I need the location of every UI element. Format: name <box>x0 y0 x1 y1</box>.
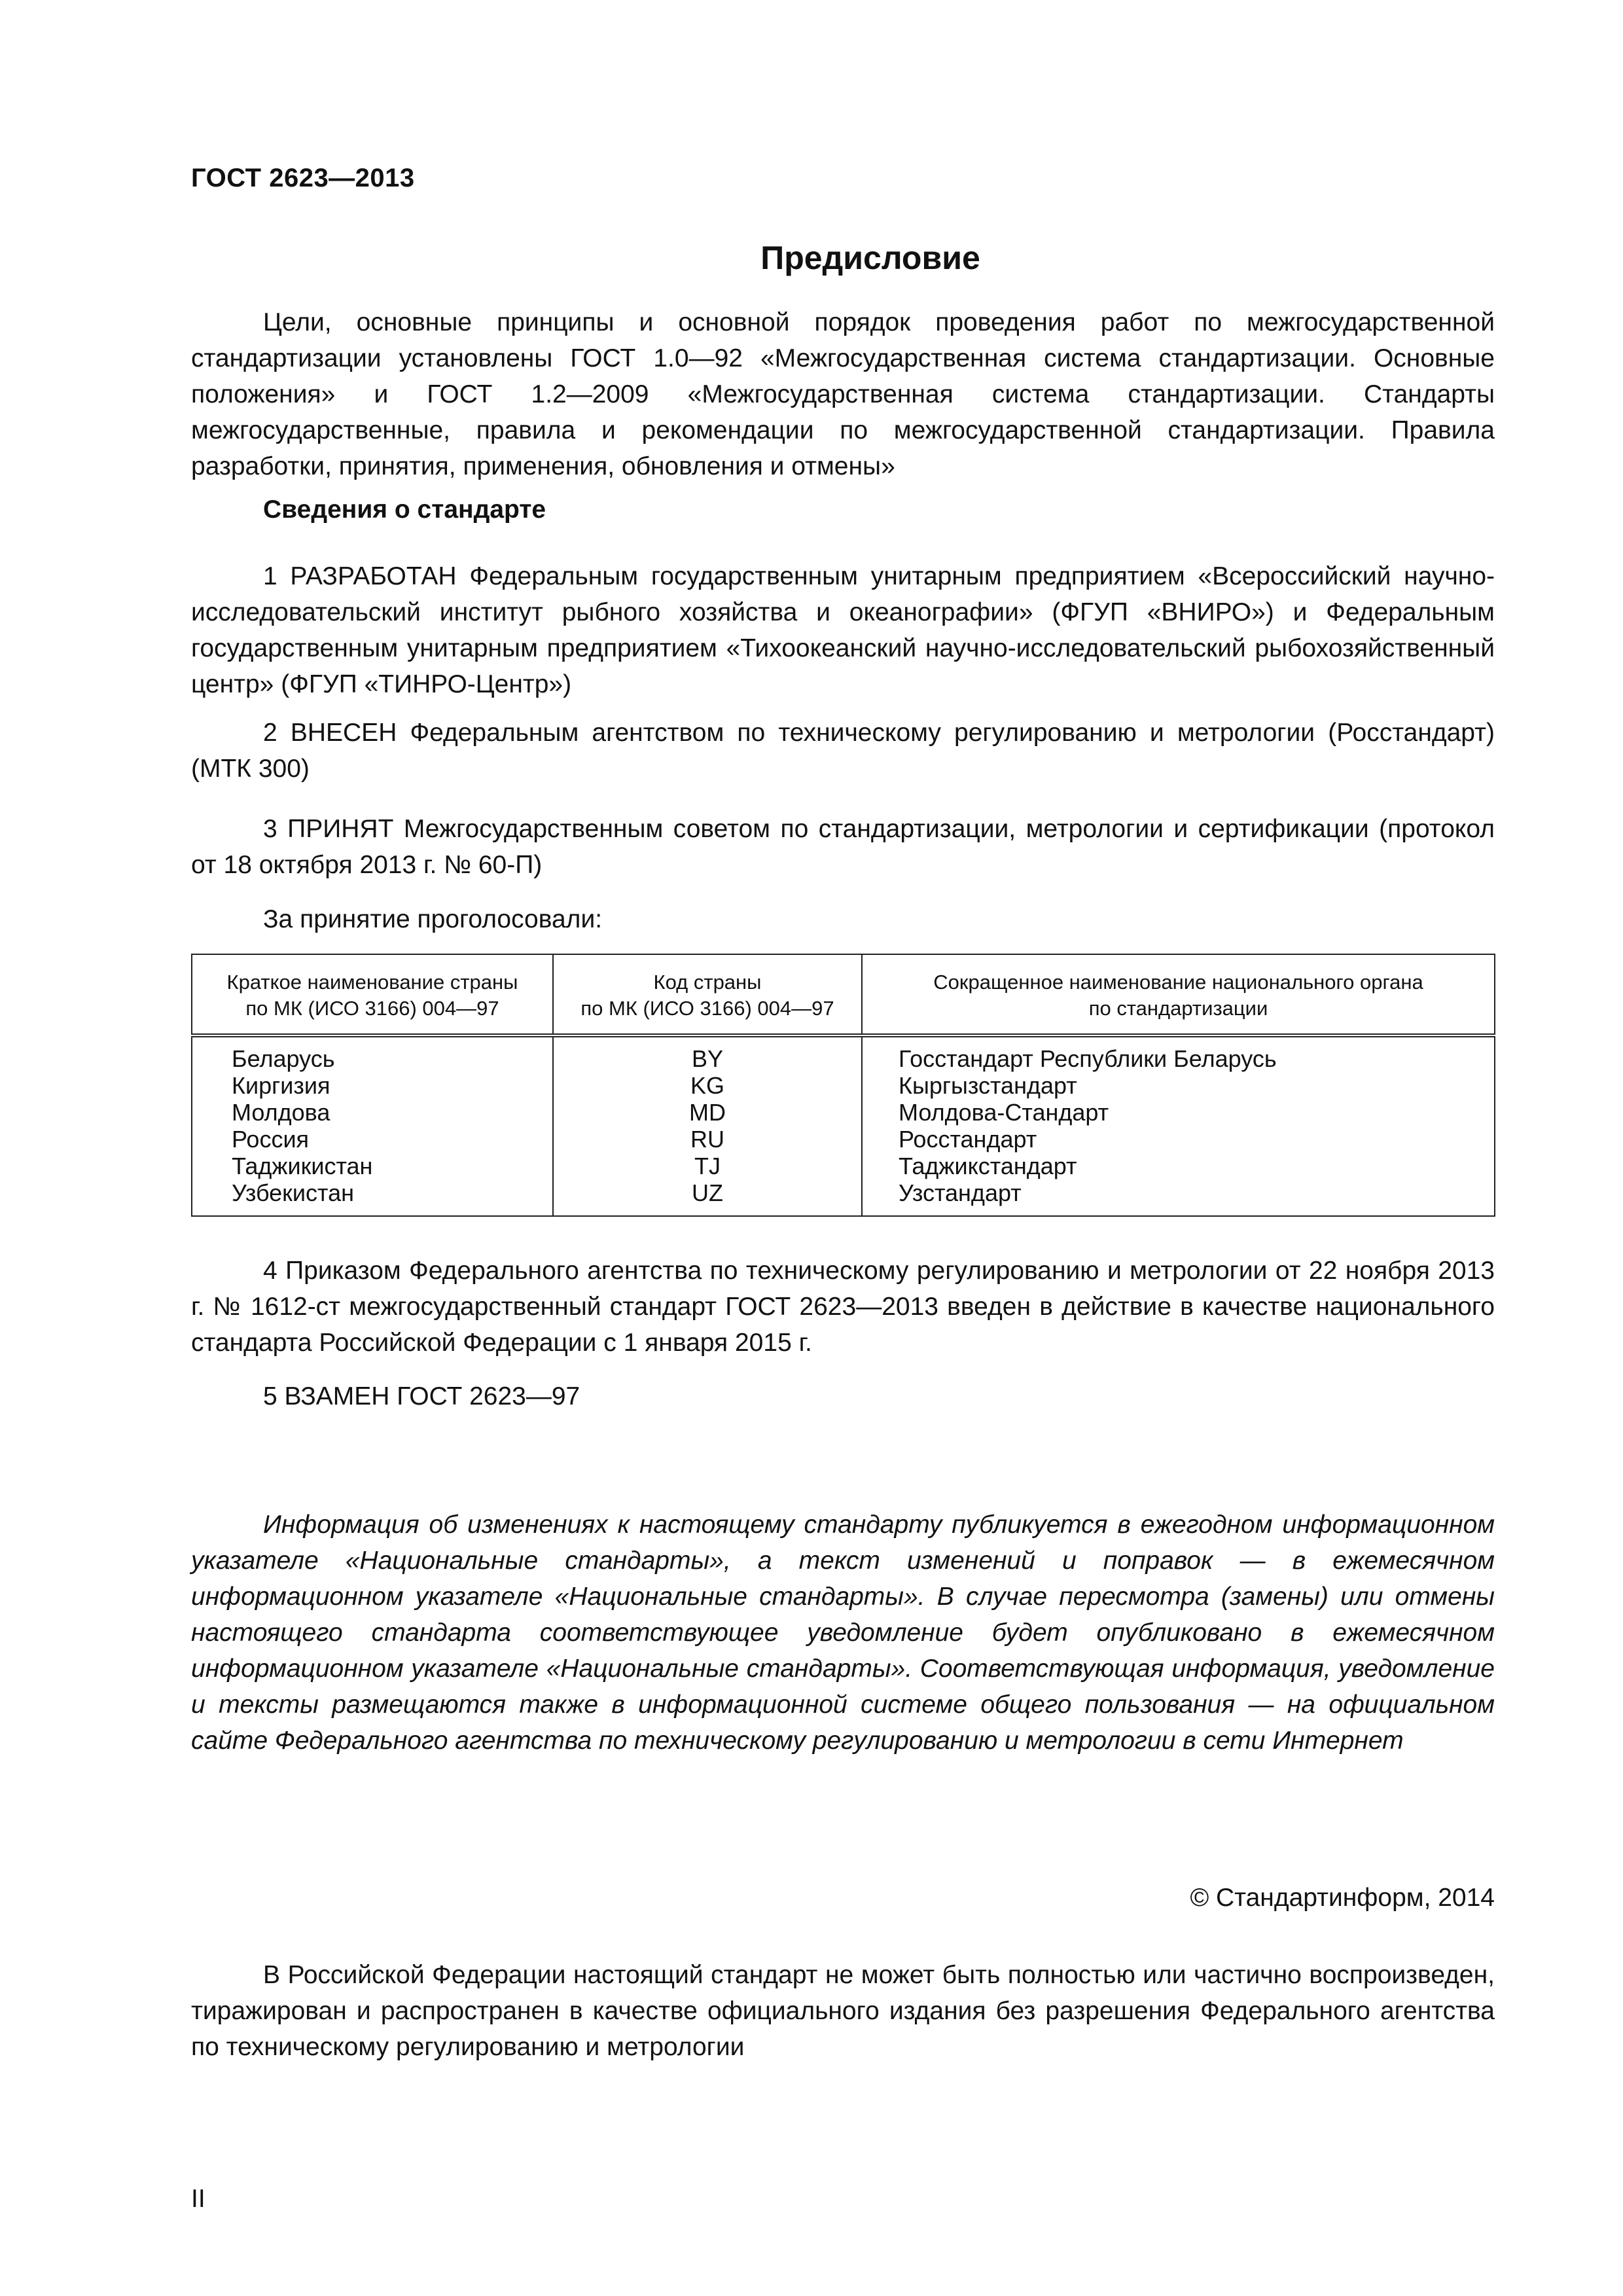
country-name: Таджикистан <box>192 1153 553 1179</box>
country-code: KG <box>553 1072 862 1099</box>
national-body: Молдова-Стандарт <box>862 1099 1495 1126</box>
about-standard-heading: Сведения о стандарте <box>263 495 546 524</box>
table-row <box>192 1153 1495 1179</box>
item-4-paragraph <box>191 1253 1495 1361</box>
document-code: ГОСТ 2623—2013 <box>191 164 415 192</box>
item-3-text: 3 ПРИНЯТ Межгосударственным советом по стандартизации, метрологии и сертификации (протокол от 18 октября 2013 г. № 60-П) <box>191 815 1495 879</box>
intro-text: Цели, основные принципы и основной порядок проведения работ по межгосударственной стандартизации установлены ГОСТ 1.0—92 «Межгосударственная система стандартизации. Основные положения» и ГОСТ 1.2—2009 «Межгосударственная система стандартизации. Стандарты межгосударственные, правила и рекомендации по межгосударственной стандартизации. Правила разработки, принятия, применения, обновления и отмены» <box>191 308 1495 480</box>
item-1-paragraph <box>191 558 1495 702</box>
item-2-text: 2 ВНЕСЕН Федеральным агентством по техническому регулированию и метрологии (Росстандарт) (МТК 300) <box>191 719 1495 783</box>
item-3-paragraph <box>191 811 1495 883</box>
country-name: Россия <box>192 1126 553 1153</box>
page-number: II <box>191 2185 205 2213</box>
reproduction-notice-text: В Российской Федерации настоящий стандарт не может быть полностью или частично воспроизведен, тиражирован и распространен в качестве официального издания без разрешения Федерального агентства по техническому регулированию и метрологии <box>191 1961 1495 2061</box>
table-row <box>192 1099 1495 1126</box>
item-1-text: 1 РАЗРАБОТАН Федеральным государственным унитарным предприятием «Всероссийский научно-исследовательский институт рыбного хозяйства и океанографии» (ФГУП «ВНИРО») и Федеральным государственным унитарным предприятием «Тихоокеанский научно-исследовательский рыбохозяйственный центр» (ФГУП «ТИНРО-Центр») <box>191 562 1495 698</box>
copyright: © Стандартинформ, 2014 <box>1190 1884 1495 1912</box>
country-name: Беларусь <box>192 1035 553 1072</box>
table-row <box>192 1035 1495 1072</box>
header-national-body: Сокращенное наименование национального органа по стандартизации <box>862 954 1495 1035</box>
voted-label: За принятие проголосовали: <box>263 905 603 933</box>
table-row <box>192 1072 1495 1099</box>
country-code: UZ <box>553 1179 862 1216</box>
country-code: MD <box>553 1099 862 1126</box>
country-name: Молдова <box>192 1099 553 1126</box>
item-4-text: 4 Приказом Федерального агентства по техническому регулированию и метрологии от 22 ноября 2013 г. № 1612-ст межгосударственный стандарт ГОСТ 2623—2013 введен в действие в качестве национального стандарта Российской Федерации с 1 января 2015 г. <box>191 1257 1495 1357</box>
country-code: BY <box>553 1035 862 1072</box>
page-title: Предисловие <box>760 240 980 276</box>
national-body: Госстандарт Республики Беларусь <box>862 1035 1495 1072</box>
voting-table <box>191 954 1495 1217</box>
table-header-row <box>192 954 1495 1035</box>
info-notice-paragraph <box>191 1507 1495 1759</box>
country-code: TJ <box>553 1153 862 1179</box>
national-body: Кыргызстандарт <box>862 1072 1495 1099</box>
national-body: Таджикстандарт <box>862 1153 1495 1179</box>
table-row <box>192 1126 1495 1153</box>
table-row <box>192 1179 1495 1216</box>
national-body: Узстандарт <box>862 1179 1495 1216</box>
info-notice-text: Информация об изменениях к настоящему стандарту публикуется в ежегодном информационном указателе «Национальные стандарты», а текст изменений и поправок — в ежемесячном информационном указателе «Национальные стандарты». В случае пересмотра (замены) или отмены настоящего стандарта соответствующее уведомление будет опубликовано в ежемесячном информационном указателе «Национальные стандарты». Соответствующая информация, уведомление и тексты размещаются также в информационной системе общего пользования — на официальном сайте Федерального агентства по техническому регулированию и метрологии в сети Интернет <box>191 1511 1495 1755</box>
intro-paragraph <box>191 304 1495 484</box>
header-country-code: Код страны по МК (ИСО 3166) 004—97 <box>553 954 862 1035</box>
header-country-name: Краткое наименование страны по МК (ИСО 3166) 004—97 <box>192 954 553 1035</box>
country-code: RU <box>553 1126 862 1153</box>
item-2-paragraph <box>191 715 1495 787</box>
reproduction-notice-paragraph <box>191 1957 1495 2065</box>
country-name: Узбекистан <box>192 1179 553 1216</box>
national-body: Росстандарт <box>862 1126 1495 1153</box>
item-5-text: 5 ВЗАМЕН ГОСТ 2623—97 <box>263 1382 580 1410</box>
country-name: Киргизия <box>192 1072 553 1099</box>
